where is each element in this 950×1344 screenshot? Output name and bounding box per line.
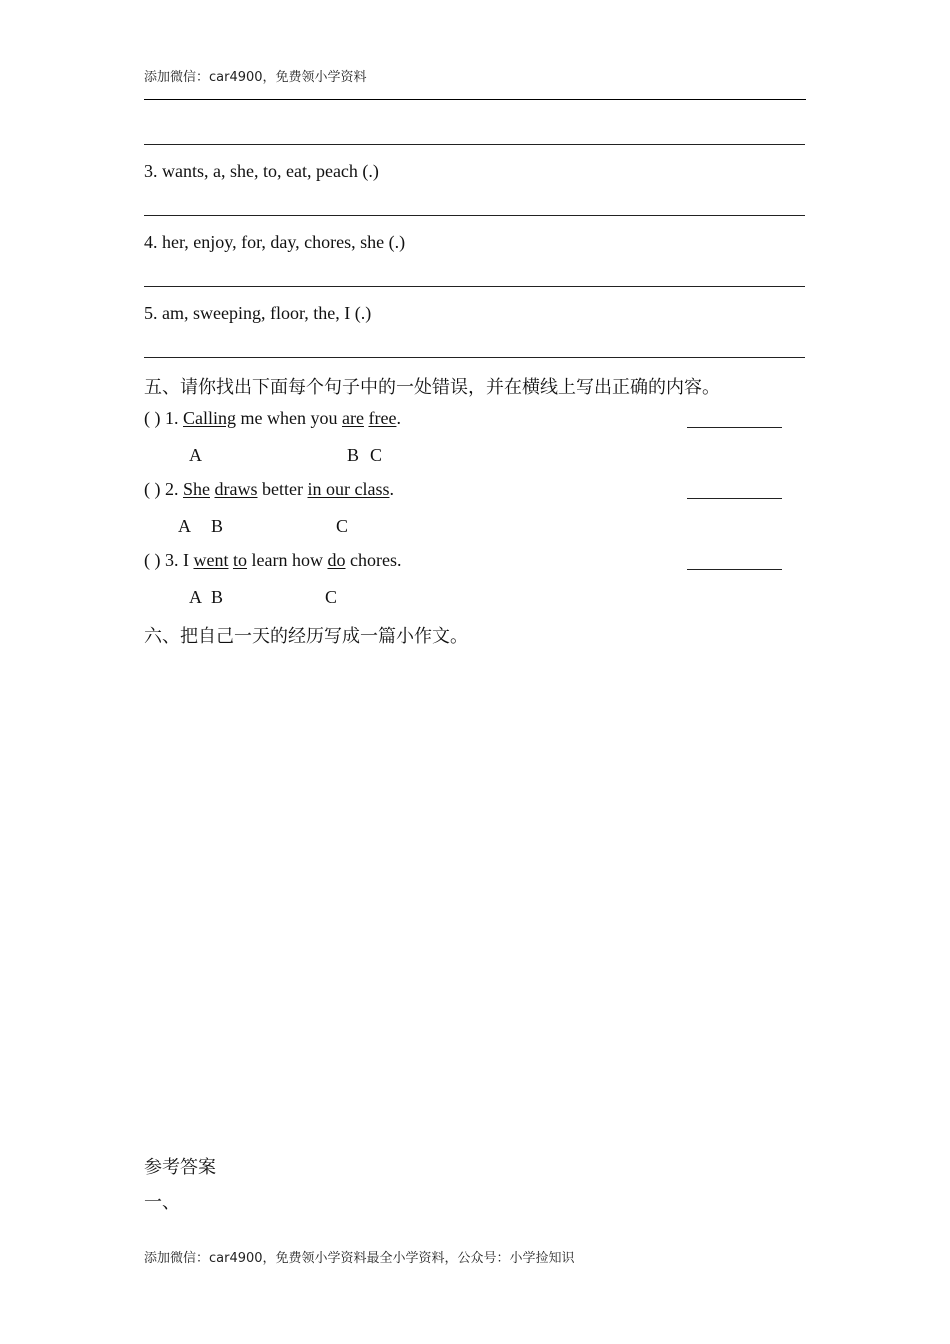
option-letter-c: C [336, 516, 349, 536]
option-b-text: draws [214, 479, 258, 499]
answer-line [144, 286, 805, 287]
error-question-2: ( ) 2. She draws better in our class. [144, 479, 394, 499]
answer-line [144, 357, 805, 358]
option-a-text: went [193, 550, 229, 570]
sentence-text: better [257, 479, 308, 499]
option-c-text: in our class [307, 479, 390, 499]
option-b-text: are [341, 408, 364, 428]
option-letter-b: B [211, 587, 224, 607]
option-letter-b: B [211, 516, 224, 536]
correction-blank-2[interactable] [687, 498, 782, 499]
option-letter-a: A [178, 516, 191, 536]
question-prefix: ( ) 3. I [144, 550, 194, 570]
error-question-1: ( ) 1. Calling me when you are free. [144, 408, 401, 428]
ordering-item-3: 3. wants, a, she, to, eat, peach (.) [144, 161, 379, 181]
section6-title: 六、把自己一天的经历写成一篇小作文。 [144, 626, 468, 647]
option-letter-b: B [347, 445, 360, 465]
option-c-text: free [368, 408, 397, 428]
answers-title: 参考答案 [144, 1157, 216, 1178]
sentence-text: learn how [247, 550, 328, 570]
correction-blank-1[interactable] [687, 427, 782, 428]
answers-part-1: 一、 [144, 1192, 180, 1213]
answer-line [144, 215, 805, 216]
option-letter-c: C [325, 587, 338, 607]
option-letter-a: A [189, 587, 202, 607]
question-prefix: ( ) 1. [144, 408, 183, 428]
ordering-item-4: 4. her, enjoy, for, day, chores, she (.) [144, 232, 406, 252]
option-letter-a: A [189, 445, 202, 465]
ordering-item-5: 5. am, sweeping, floor, the, I (.) [144, 303, 372, 323]
page-footer: 添加微信：car4900，免费领小学资料最全小学资料，公众号：小学捡知识 [144, 1251, 575, 1266]
section5-title: 五、请你找出下面每个句子中的一处错误，并在横线上写出正确的内容。 [144, 377, 720, 398]
option-c-text: do [327, 550, 346, 570]
sentence-text: me when you [236, 408, 342, 428]
error-question-3: ( ) 3. I went to learn how do chores. [144, 550, 402, 570]
correction-blank-3[interactable] [687, 569, 782, 570]
option-a-text: Calling [183, 408, 236, 428]
question-prefix: ( ) 2. [144, 479, 183, 499]
header-divider [144, 99, 806, 100]
page-header: 添加微信：car4900，免费领小学资料 [144, 70, 367, 85]
option-b-text: to [232, 550, 247, 570]
option-letter-c: C [370, 445, 383, 465]
option-a-text: She [183, 479, 210, 499]
answer-line [144, 144, 805, 145]
